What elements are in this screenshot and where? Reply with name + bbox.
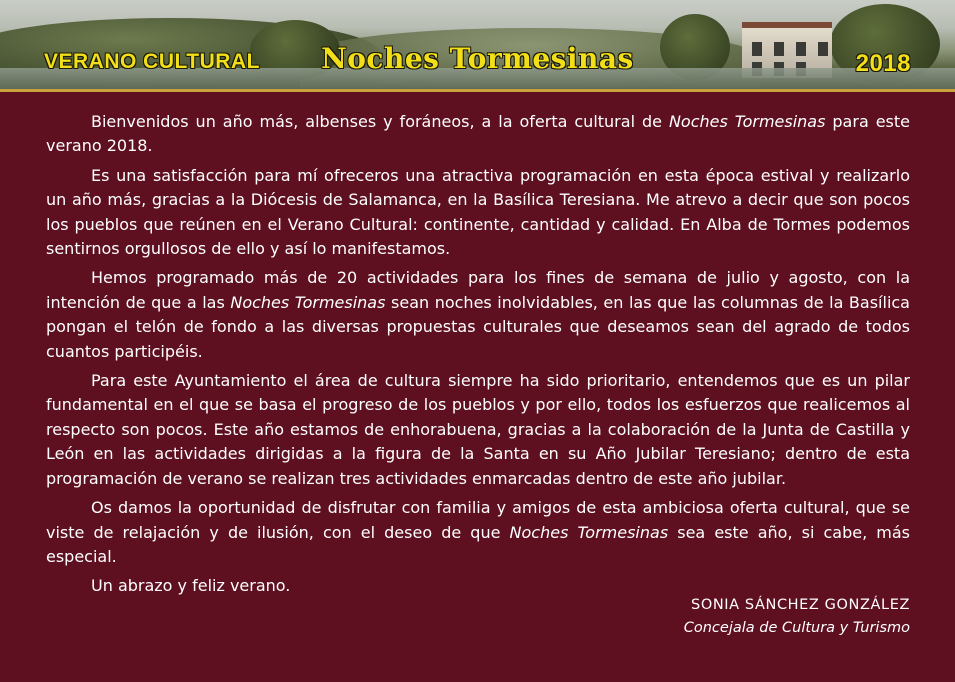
- paragraph-program: [46, 266, 910, 364]
- signature-role: Concejala de Cultura y Turismo: [683, 620, 910, 636]
- signature-name: SONIA SÁNCHEZ GONZÁLEZ: [691, 597, 910, 613]
- festival-name: Noches Tormesinas: [668, 112, 826, 131]
- paragraph-text: Bienvenidos un año más, albenses y foráneos, a la oferta cultural de: [91, 112, 669, 131]
- letter-body: [46, 110, 910, 604]
- banner-title: Noches Tormesinas: [321, 42, 634, 75]
- paragraph-text: Hemos programado más de 20 actividades para los fines de semana de julio y agosto, con la intención de que a las: [46, 268, 910, 312]
- paragraph-welcome: [46, 110, 910, 159]
- banner-year: 2018: [855, 50, 911, 77]
- paragraph-text: para este verano 2018.: [46, 112, 911, 156]
- paragraph-invitation: [46, 496, 910, 569]
- paragraph-council: Para este Ayuntamiento el área de cultura siempre ha sido prioritario, entendemos que es un pilar fundamental en el que se basa el progreso de los pueblos y por ello, todos los esfuerzos que realicemos al respecto son pocos. Este año estamos de enhorabuena, gracias a la colaboración de la Junta de Castilla y León en las actividades dirigidas a la figura de la Santa en su Año Jubilar Teresiano; dentro de esta programación de verano se realizan tres actividades enmarcadas dentro de este año jubilar.: [46, 371, 910, 488]
- banner-left-label: VERANO CULTURAL: [44, 50, 260, 73]
- paragraph-text: Os damos la oportunidad de disfrutar con familia y amigos de esta ambiciosa oferta cultural, que se viste de relajación y de ilusión, con el deseo de que: [46, 498, 910, 542]
- paragraph-closing: Un abrazo y feliz verano.: [91, 576, 291, 596]
- festival-name: Noches Tormesinas: [509, 522, 669, 542]
- paragraph-text: sean noches inolvidables, en las que las columnas de la Basílica pongan el telón de fondo a las diversas propuestas culturales que deseamos sean del agrado de todos cuantos participéis.: [46, 292, 910, 361]
- paragraph-text: sea este año, si cabe, más especial.: [46, 522, 910, 566]
- festival-name: Noches Tormesinas: [230, 292, 386, 312]
- header-divider: [0, 89, 955, 92]
- header-banner: [0, 0, 955, 92]
- paragraph-satisfaction: Es una satisfacción para mí ofreceros una atractiva programación en esta época estival y realizarlo un año más, gracias a la Diócesis de Salamanca, en la Basílica Teresiana. Me atrevo a decir que son pocos los pueblos que reúnen en el Verano Cultural: continente, cantidad y calidad. En Alba de Tormes podemos sentirnos orgullosos de ello y así lo manifestamos.: [46, 165, 910, 259]
